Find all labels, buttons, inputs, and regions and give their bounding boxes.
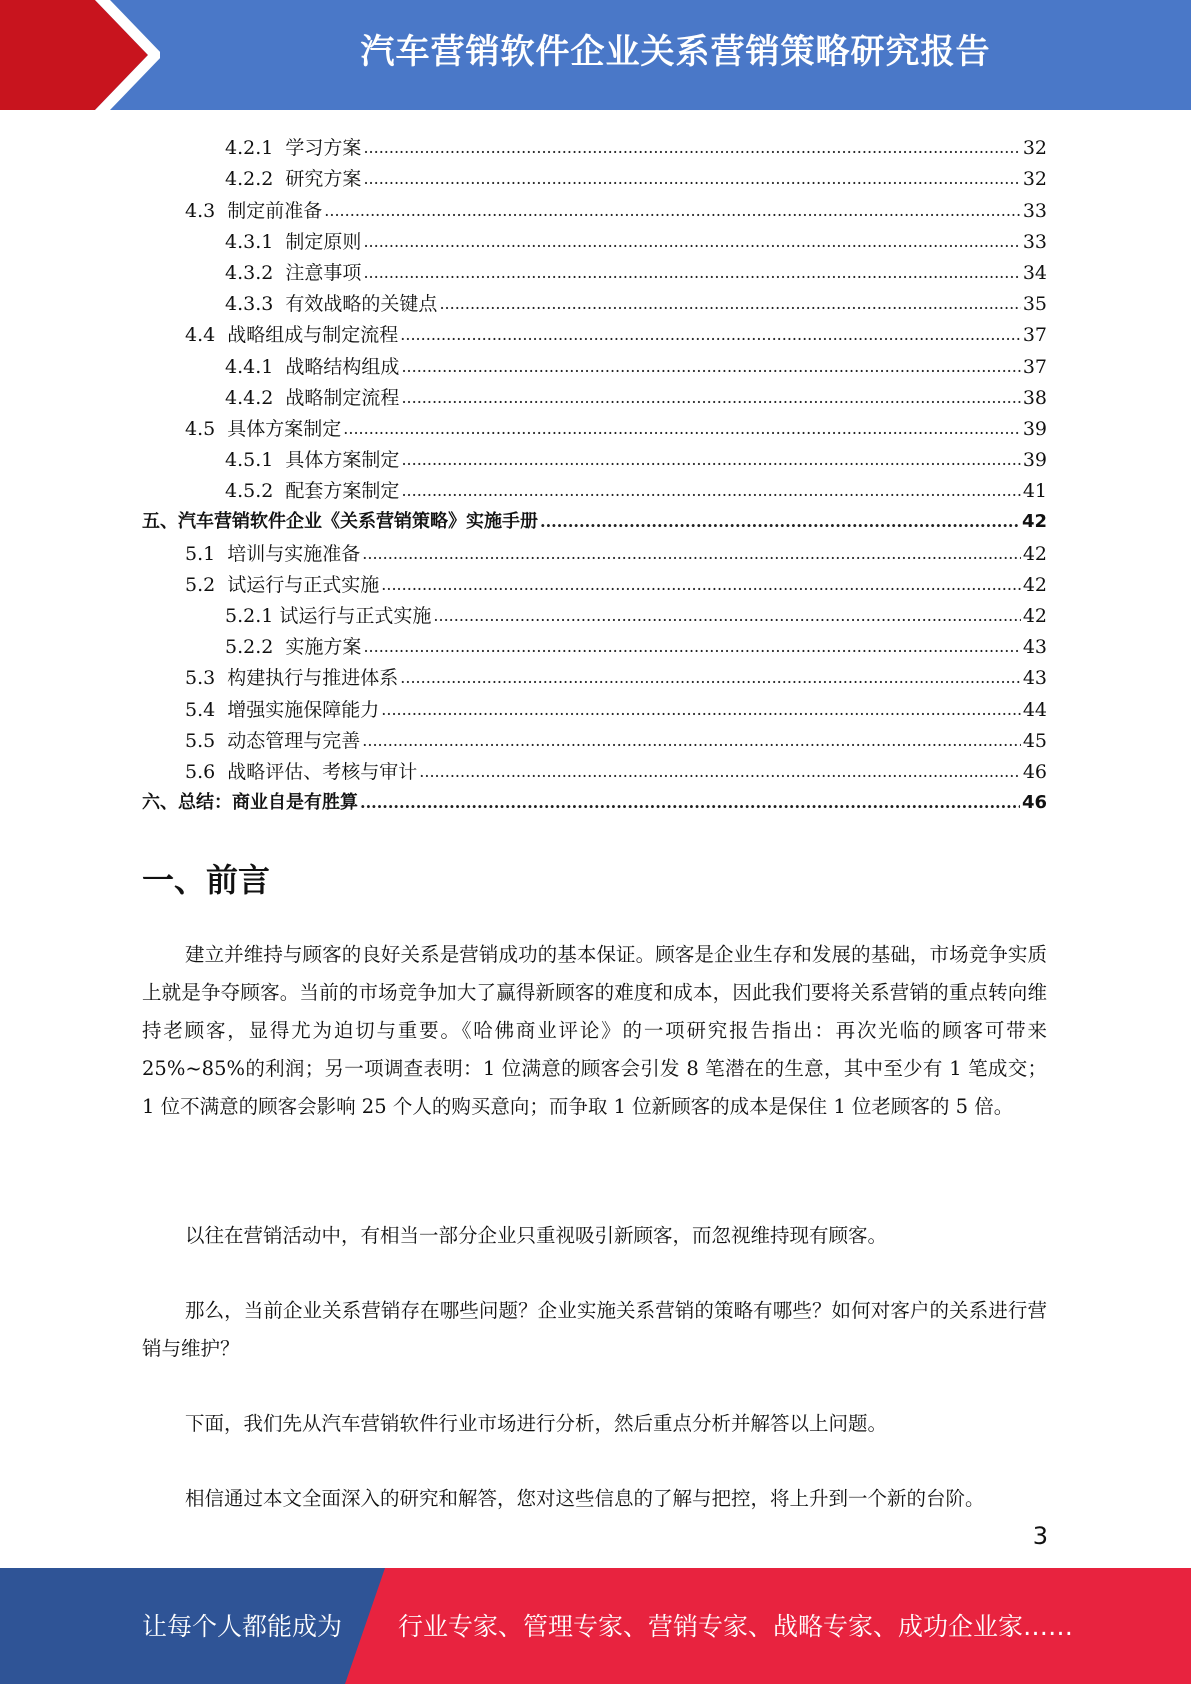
toc-label: 5.2 试运行与正式实施 [185, 573, 380, 596]
toc-entry[interactable] [142, 129, 1047, 160]
toc-leader-dots [401, 386, 1020, 410]
toc-page: 33 [1022, 199, 1047, 222]
toc-entry[interactable] [142, 316, 1047, 347]
toc-leader-dots [400, 666, 1021, 690]
toc-entry[interactable] [142, 285, 1047, 316]
toc-leader-dots [439, 292, 1020, 316]
toc-page: 42 [1022, 573, 1047, 596]
toc-page: 43 [1022, 667, 1047, 690]
toc-label: 4.5.2 配套方案制定 [225, 480, 400, 503]
toc-label: 5.4 增强实施保障能力 [185, 698, 380, 721]
toc-label: 5.3 构建执行与推进体系 [185, 667, 399, 690]
toc-entry[interactable] [142, 191, 1047, 222]
toc-label: 5.2.1 试运行与正式实施 [225, 605, 432, 627]
toc-leader-dots [363, 635, 1020, 659]
toc-page: 44 [1022, 698, 1047, 721]
toc-page: 39 [1022, 417, 1047, 440]
chevron-arrow-icon [0, 0, 160, 110]
toc-leader-dots [360, 791, 1020, 815]
toc-page: 33 [1022, 230, 1047, 253]
table-of-contents [142, 129, 1047, 815]
toc-entry[interactable] [142, 503, 1047, 534]
toc-page: 42 [1022, 542, 1047, 565]
toc-leader-dots [540, 510, 1020, 534]
toc-entry[interactable] [142, 534, 1047, 565]
toc-entry[interactable] [142, 659, 1047, 690]
toc-leader-dots [381, 698, 1021, 722]
footer-slogan-right: 行业专家、管理专家、营销专家、战略专家、成功企业家…… [398, 1612, 1074, 1641]
toc-page: 38 [1022, 386, 1047, 409]
toc-leader-dots [419, 760, 1021, 784]
toc-page: 46 [1022, 760, 1047, 783]
toc-entry[interactable] [142, 441, 1047, 472]
toc-page: 39 [1022, 449, 1047, 472]
toc-leader-dots [362, 542, 1021, 566]
page-footer [0, 1568, 1191, 1684]
paragraph: 以往在营销活动中，有相当一部分企业只重视吸引新顾客，而忽视维持现有顾客。 [185, 1224, 888, 1247]
toc-page: 32 [1022, 137, 1047, 160]
toc-leader-dots [400, 323, 1021, 347]
toc-entry[interactable] [142, 753, 1047, 784]
toc-leader-dots [401, 355, 1020, 379]
toc-leader-dots [363, 261, 1020, 285]
toc-leader-dots [363, 136, 1020, 160]
paragraph: 下面，我们先从汽车营销软件行业市场进行分析，然后重点分析并解答以上问题。 [185, 1412, 888, 1435]
toc-label: 4.4 战略组成与制定流程 [185, 324, 399, 347]
toc-label: 5.2.2 实施方案 [225, 636, 362, 659]
toc-label: 5.1 培训与实施准备 [185, 542, 361, 565]
toc-entry[interactable] [142, 160, 1047, 191]
toc-leader-dots [401, 479, 1020, 503]
toc-entry[interactable] [142, 472, 1047, 503]
toc-leader-dots [401, 448, 1020, 472]
toc-label: 4.3.1 制定原则 [225, 230, 362, 253]
toc-entry[interactable] [142, 379, 1047, 410]
page-number: 3 [1032, 1522, 1048, 1550]
page-header [0, 0, 1191, 110]
report-title: 汽车营销软件企业关系营销策略研究报告 [360, 32, 991, 72]
toc-entry[interactable] [142, 628, 1047, 659]
paragraph: 建立并维持与顾客的良好关系是营销成功的基本保证。顾客是企业生存和发展的基础，市场竞争实质上就是争夺顾客。当前的市场竞争加大了赢得新顾客的难度和成本，因此我们要将关系营销的重点转向维持老顾客，显得尤为迫切与重要。《哈佛商业评论》的一项研究报告指出：再次光临的顾客可带来 25%~85%的利润；另一项调查表明：1 位满意的顾客会引发 8 笔潜在的生意，其中至少有 1 笔成交；1 位不满意的顾客会影响 25 个人的购买意向；而争取 1 位新顾客的成本是保住 1 位老顾客的 5 倍。 [142, 943, 1047, 1118]
toc-label: 4.4.2 战略制定流程 [225, 386, 400, 409]
toc-entry[interactable] [142, 254, 1047, 285]
toc-entry[interactable] [142, 722, 1047, 753]
paragraph: 相信通过本文全面深入的研究和解答，您对这些信息的了解与把控，将上升到一个新的台阶。 [185, 1487, 985, 1510]
toc-entry[interactable] [142, 784, 1047, 815]
toc-page: 42 [1021, 511, 1047, 533]
toc-page: 37 [1022, 355, 1047, 378]
toc-leader-dots [362, 729, 1021, 753]
toc-label: 5.5 动态管理与完善 [185, 729, 361, 752]
toc-label: 五、汽车营销软件企业《关系营销策略》实施手册 [142, 511, 538, 533]
toc-leader-dots [381, 573, 1021, 597]
toc-leader-dots [324, 199, 1021, 223]
toc-page: 37 [1022, 324, 1047, 347]
toc-leader-dots [343, 417, 1021, 441]
toc-entry[interactable] [142, 597, 1047, 628]
footer-slogan-left: 让每个人都能成为 [142, 1612, 343, 1641]
toc-label: 六、总结：商业自是有胜算 [142, 792, 358, 814]
toc-entry[interactable] [142, 690, 1047, 721]
toc-page: 42 [1022, 605, 1047, 627]
toc-label: 4.3.3 有效战略的关键点 [225, 293, 438, 316]
toc-leader-dots [363, 230, 1020, 254]
toc-entry[interactable] [142, 410, 1047, 441]
toc-page: 41 [1022, 480, 1047, 503]
toc-label: 4.3 制定前准备 [185, 199, 323, 222]
toc-page: 45 [1022, 729, 1047, 752]
toc-label: 4.4.1 战略结构组成 [225, 355, 400, 378]
paragraph: 那么，当前企业关系营销存在哪些问题？企业实施关系营销的策略有哪些？如何对客户的关系进行营销与维护？ [142, 1299, 1047, 1360]
toc-entry[interactable] [142, 566, 1047, 597]
toc-page: 43 [1022, 636, 1047, 659]
section-heading: 一、前言 [142, 861, 271, 899]
toc-label: 4.3.2 注意事项 [225, 261, 362, 284]
toc-label: 4.5 具体方案制定 [185, 417, 342, 440]
toc-page: 46 [1021, 792, 1047, 814]
toc-page: 32 [1022, 168, 1047, 191]
toc-label: 5.6 战略评估、考核与审计 [185, 760, 418, 783]
toc-page: 35 [1022, 293, 1047, 316]
toc-leader-dots [433, 604, 1020, 628]
toc-entry[interactable] [142, 223, 1047, 254]
toc-page: 34 [1022, 261, 1047, 284]
toc-entry[interactable] [142, 347, 1047, 378]
toc-label: 4.5.1 具体方案制定 [225, 449, 400, 472]
toc-label: 4.2.1 学习方案 [225, 137, 362, 160]
toc-leader-dots [363, 167, 1020, 191]
toc-label: 4.2.2 研究方案 [225, 168, 362, 191]
